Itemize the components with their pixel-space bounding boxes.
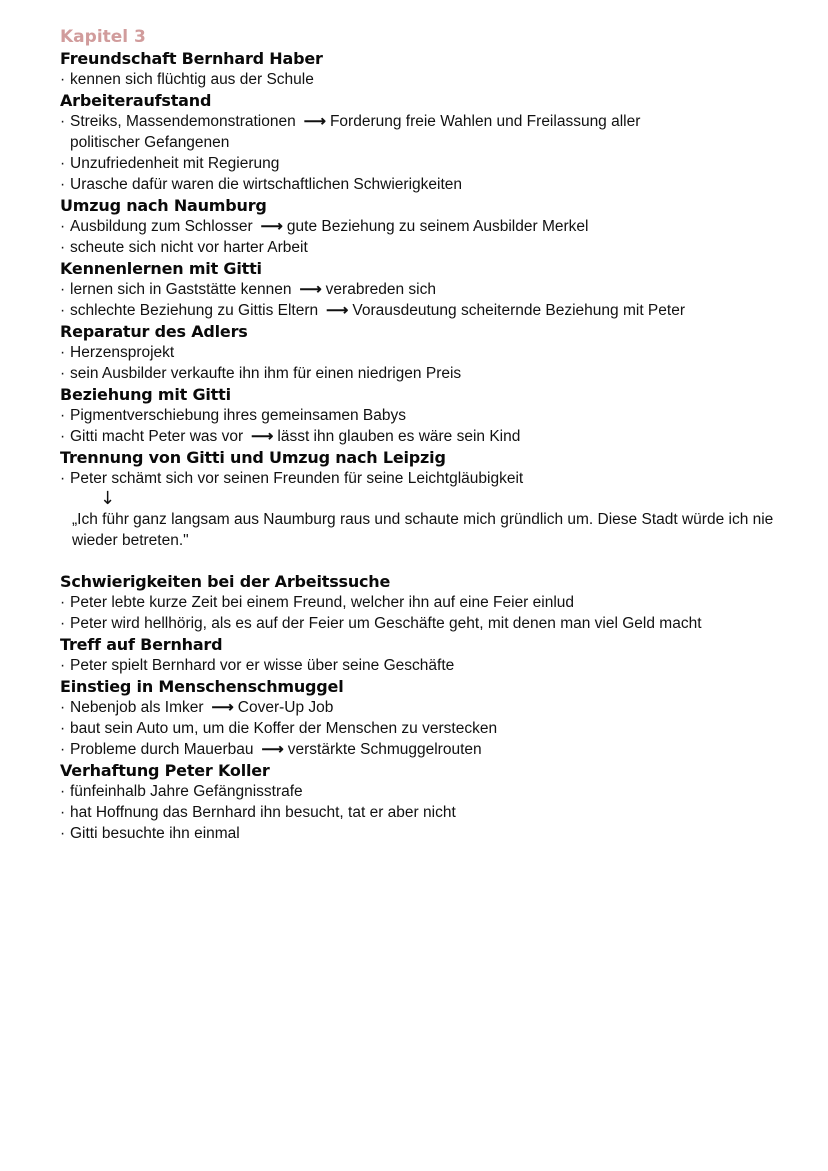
- bullet-dot: ·: [60, 407, 66, 424]
- bullet-dot: ·: [60, 218, 66, 235]
- arrow-icon: ⟶: [260, 218, 283, 235]
- down-arrow-icon: ↓: [100, 488, 116, 509]
- bullet-text: verstärkte Schmuggelrouten: [287, 741, 482, 758]
- bullet-dot: ·: [60, 783, 66, 800]
- bullet-text: verabreden sich: [325, 281, 436, 298]
- bullet-text: fünfeinhalb Jahre Gefängnisstrafe: [70, 783, 303, 800]
- bullet-text: lässt ihn glauben es wäre sein Kind: [277, 428, 521, 445]
- spacer: [60, 551, 820, 571]
- bullet-item: [60, 802, 820, 823]
- bullet-text: gute Beziehung zu seinem Ausbilder Merkel: [286, 218, 589, 235]
- bullet-text: sein Ausbilder verkaufte ihn ihm für einen niedrigen Preis: [70, 365, 462, 382]
- bullet-text: Herzensprojekt: [70, 344, 175, 361]
- bullet-item: [60, 153, 820, 174]
- bullet-text: Vorausdeutung scheiternde Beziehung mit Peter: [352, 302, 685, 319]
- bullet-dot: ·: [60, 344, 66, 361]
- bullet-dot: ·: [60, 176, 66, 193]
- bullet-item: [60, 468, 820, 489]
- bullet-dot: ·: [60, 615, 66, 632]
- bullet-item: [60, 426, 820, 447]
- bullet-continuation: politischer Gefangenen: [70, 134, 230, 151]
- bullet-item: [60, 823, 820, 844]
- bullet-text: scheute sich nicht vor harter Arbeit: [70, 239, 308, 256]
- bullet-dot: ·: [60, 365, 66, 382]
- bullet-dot: ·: [60, 657, 66, 674]
- bullet-dot: ·: [60, 155, 66, 172]
- arrow-icon: ⟶: [211, 699, 234, 716]
- bullet-text: Gitti macht Peter was vor: [70, 428, 244, 445]
- arrow-icon: ⟶: [303, 113, 326, 130]
- bullet-text: lernen sich in Gaststätte kennen: [70, 281, 292, 298]
- bullet-item: [60, 216, 820, 237]
- bullet-dot: ·: [60, 594, 66, 611]
- section-heading: Reparatur des Adlers: [60, 322, 248, 341]
- bullet-text: Pigmentverschiebung ihres gemeinsamen Babys: [70, 407, 407, 424]
- bullet-item: [60, 279, 820, 300]
- bullet-dot: ·: [60, 825, 66, 842]
- bullet-text: Probleme durch Mauerbau: [70, 741, 254, 758]
- bullet-dot: ·: [60, 113, 66, 130]
- bullet-dot: ·: [60, 239, 66, 256]
- bullet-text: kennen sich flüchtig aus der Schule: [70, 71, 314, 88]
- bullet-item: [60, 697, 820, 718]
- bullet-text: schlechte Beziehung zu Gittis Eltern: [70, 302, 319, 319]
- section-heading: Beziehung mit Gitti: [60, 385, 231, 404]
- bullet-item: [60, 718, 820, 739]
- bullet-text: Cover-Up Job: [237, 699, 334, 716]
- bullet-text: Nebenjob als Imker: [70, 699, 204, 716]
- bullet-text: hat Hoffnung das Bernhard ihn besucht, tat er aber nicht: [70, 804, 456, 821]
- arrow-icon: ⟶: [326, 302, 349, 319]
- bullet-text: Peter spielt Bernhard vor er wisse über seine Geschäfte: [70, 657, 455, 674]
- section-heading: Umzug nach Naumburg: [60, 196, 267, 215]
- bullet-dot: ·: [60, 428, 66, 445]
- chapter-title: Kapitel 3: [60, 27, 146, 47]
- bullet-text: baut sein Auto um, um die Koffer der Menschen zu verstecken: [70, 720, 498, 737]
- section-heading: Kennenlernen mit Gitti: [60, 259, 262, 278]
- quote: „Ich führ ganz langsam aus Naumburg raus und schaute mich gründlich um. Diese Stadt würde ich nie wieder betreten.": [72, 511, 774, 549]
- bullet-item: [60, 174, 820, 195]
- bullet-item: [60, 300, 820, 321]
- section-heading: Einstieg in Menschenschmuggel: [60, 677, 344, 696]
- bullet-item: [60, 363, 820, 384]
- bullet-item: [60, 237, 820, 258]
- bullet-dot: ·: [60, 720, 66, 737]
- arrow-icon: ⟶: [261, 741, 284, 758]
- arrow-icon: ⟶: [251, 428, 274, 445]
- bullet-dot: ·: [60, 804, 66, 821]
- bullet-item: [60, 655, 820, 676]
- bullet-dot: ·: [60, 71, 66, 88]
- bullet-item: [60, 69, 820, 90]
- bullet-text: Peter lebte kurze Zeit bei einem Freund, welcher ihn auf eine Feier einlud: [70, 594, 575, 611]
- bullet-dot: ·: [60, 699, 66, 716]
- bullet-text: Streiks, Massendemonstrationen: [70, 113, 296, 130]
- bullet-item: [60, 739, 820, 760]
- bullet-dot: ·: [60, 281, 66, 298]
- arrow-icon: ⟶: [299, 281, 322, 298]
- bullet-text: Peter schämt sich vor seinen Freunden für seine Leichtgläubigkeit: [70, 470, 524, 487]
- notes-page: [60, 26, 820, 844]
- section-heading: Freundschaft Bernhard Haber: [60, 49, 323, 68]
- bullet-text: Unzufriedenheit mit Regierung: [70, 155, 280, 172]
- bullet-text: Urasche dafür waren die wirtschaftlichen Schwierigkeiten: [70, 176, 462, 193]
- bullet-text: Ausbildung zum Schlosser: [70, 218, 253, 235]
- bullet-item: [60, 405, 820, 426]
- bullet-dot: ·: [60, 302, 66, 319]
- bullet-item: [60, 111, 820, 132]
- section-heading: Trennung von Gitti und Umzug nach Leipzig: [60, 448, 446, 467]
- section-heading: Schwierigkeiten bei der Arbeitssuche: [60, 572, 391, 591]
- section-heading: Treff auf Bernhard: [60, 635, 223, 654]
- section-heading: Arbeiteraufstand: [60, 91, 212, 110]
- bullet-item: [60, 342, 820, 363]
- bullet-text: Peter wird hellhörig, als es auf der Feier um Geschäfte geht, mit denen man viel Geld macht: [70, 615, 702, 632]
- section-heading: Verhaftung Peter Koller: [60, 761, 270, 780]
- bullet-item: [60, 592, 820, 613]
- bullet-item: [60, 613, 820, 634]
- bullet-dot: ·: [60, 470, 66, 487]
- bullet-item: [60, 781, 820, 802]
- bullet-text: Gitti besuchte ihn einmal: [70, 825, 240, 842]
- bullet-text: Forderung freie Wahlen und Freilassung aller: [329, 113, 641, 130]
- bullet-dot: ·: [60, 741, 66, 758]
